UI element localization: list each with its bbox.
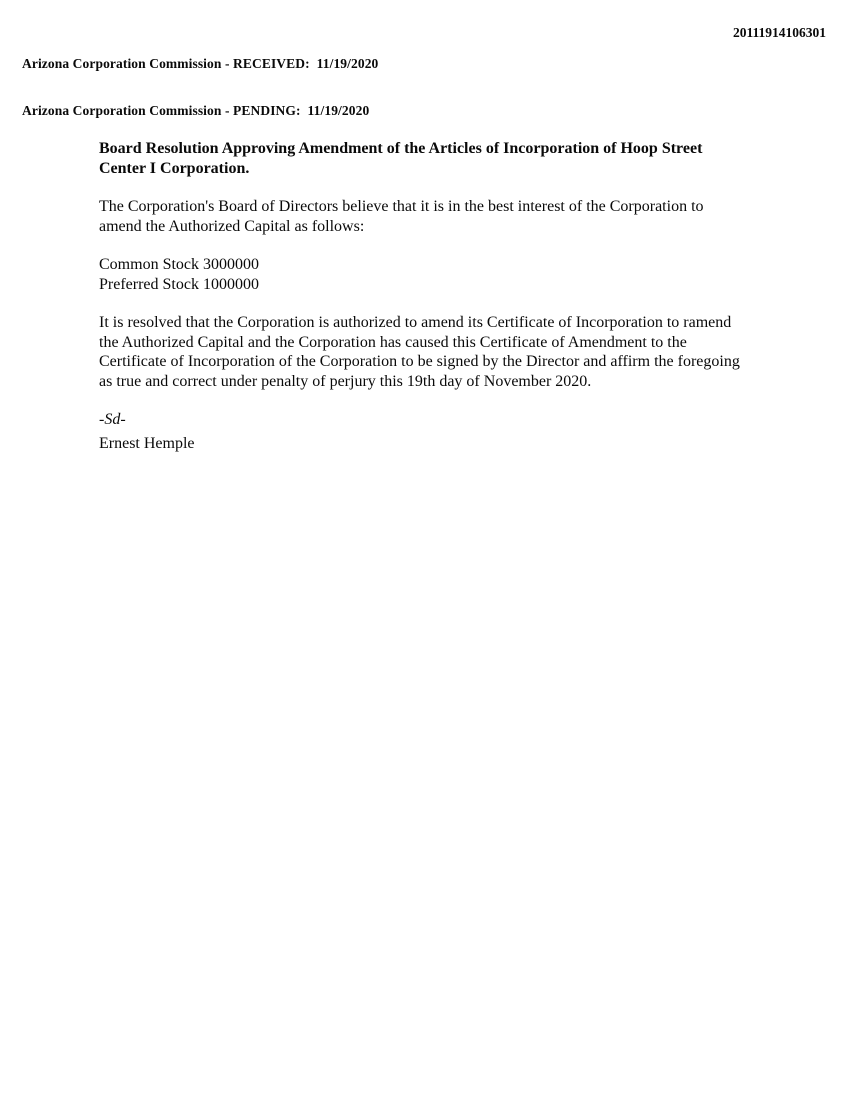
signature-sd-mark: -Sd- (99, 411, 126, 428)
commission-stamp (22, 25, 378, 149)
document-title: Board Resolution Approving Amendment of the Articles of Incorporation of Hoop Street Center I Corporation. (99, 140, 703, 177)
stock-line-preferred: Preferred Stock 1000000 (99, 275, 259, 293)
signature-block (99, 410, 747, 453)
signatory-name: Ernest Hemple (99, 434, 195, 452)
paragraph-intro: The Corporation's Board of Directors believe that it is in the best interest of the Corporation to amend the Authorized Capital as follows: (99, 198, 704, 235)
stamp-pending-line: Arizona Corporation Commission - PENDING: 11/19/2020 (22, 102, 370, 118)
authorized-capital-list (99, 255, 747, 294)
document-body (99, 139, 747, 453)
document-number: 20111914106301 (732, 25, 826, 40)
stamp-received-line: Arizona Corporation Commission - RECEIVED: 11/19/2020 (22, 56, 379, 71)
stock-line-common: Common Stock 3000000 (99, 256, 260, 273)
paragraph-resolution: It is resolved that the Corporation is authorized to amend its Certificate of Incorporation to ramend the Authorized Capital and the Corporation has caused this Certificate of Amendment to the Certificate of Incorporation of the Corporation to be signed by the Director and affirm the foregoing as true and correct under penalty of perjury this 19th day of November 2020. (99, 314, 740, 390)
